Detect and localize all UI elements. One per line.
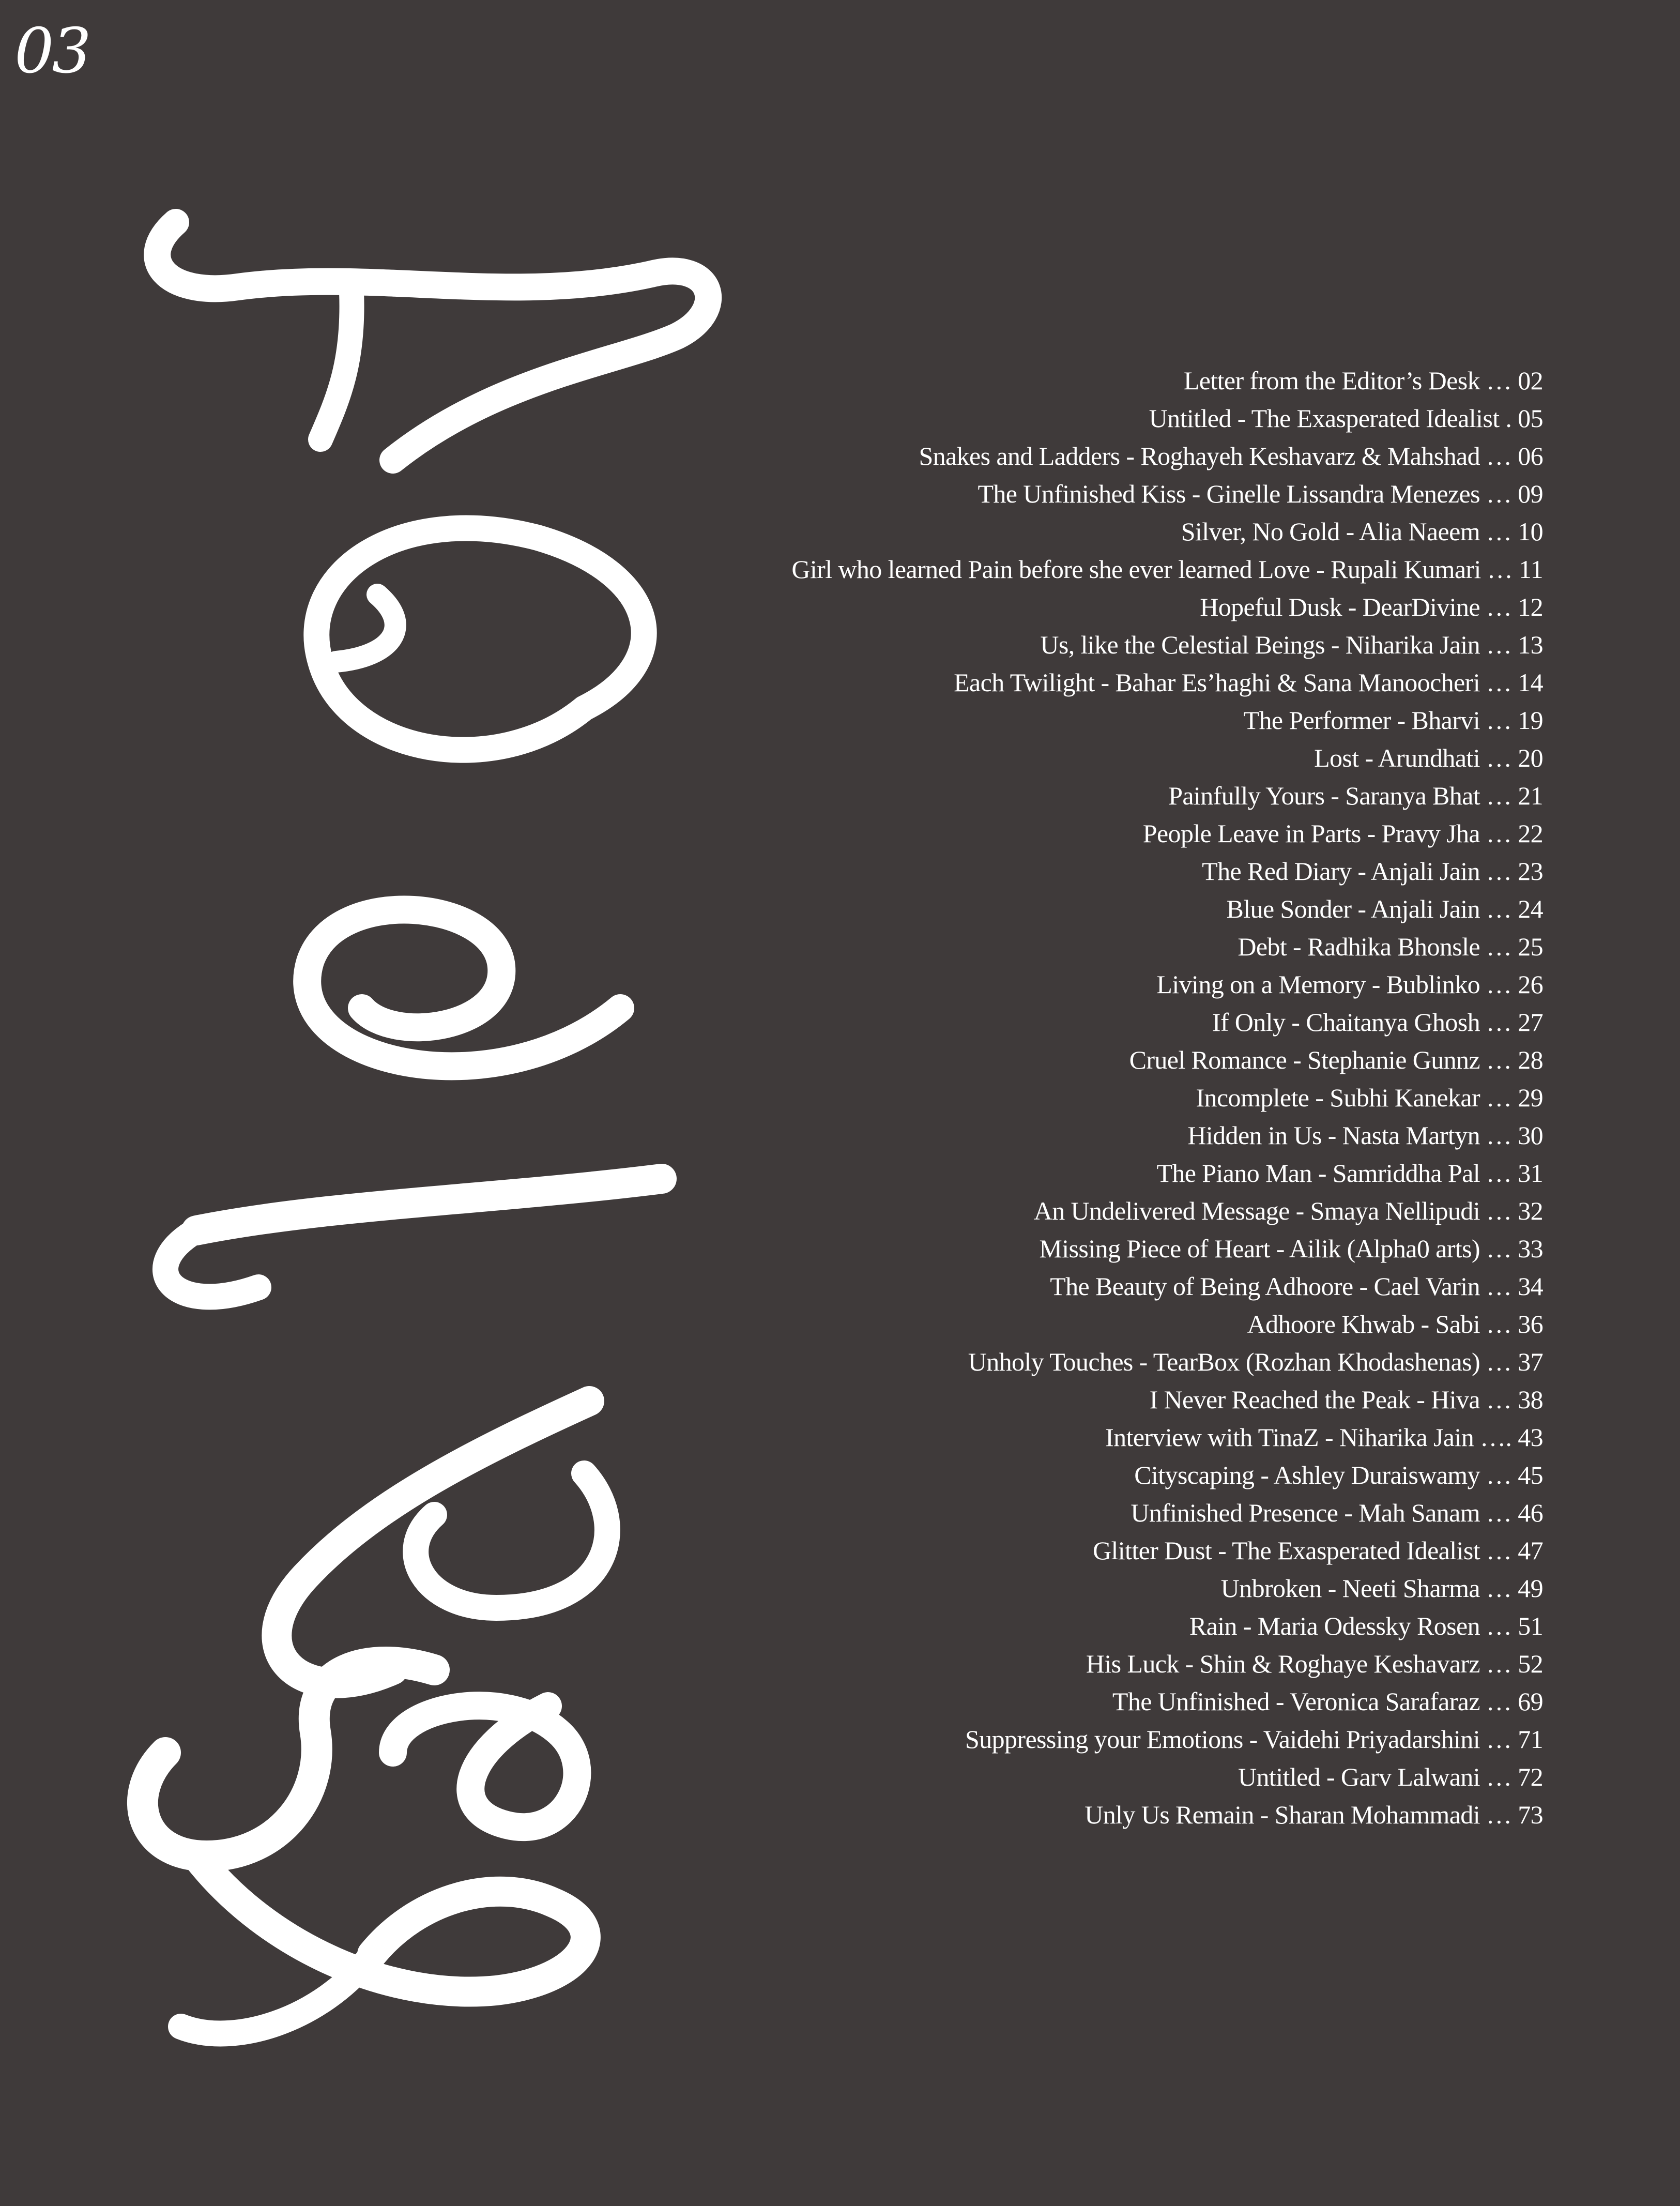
title-stroke-e — [307, 909, 620, 1066]
title-stroke-o-inner — [336, 595, 395, 662]
toc-entry: Interview with TinaZ - Niharika Jain …. 43 — [1105, 1423, 1543, 1452]
table-of-contents-list — [587, 362, 1543, 1834]
title-stroke-f-cross — [320, 292, 352, 439]
toc-entry: The Piano Man - Samriddha Pal … 31 — [1156, 1159, 1543, 1188]
toc-entry: People Leave in Parts - Pravy Jha … 22 — [1142, 819, 1543, 848]
toc-entry: Lost - Arundhati … 20 — [1314, 743, 1543, 772]
toc-entry: Hidden in Us - Nasta Martyn … 30 — [1187, 1121, 1543, 1150]
toc-entry: An Undelivered Message - Smaya Nellipudi … 32 — [1033, 1196, 1543, 1225]
toc-entry: The Beauty of Being Adhoore - Cael Varin … 34 — [1050, 1272, 1543, 1301]
toc-entry: Letter from the Editor’s Desk … 02 — [1183, 366, 1543, 395]
toc-entry: Painfully Yours - Saranya Bhat … 21 — [1168, 781, 1543, 810]
toc-entry: Hopeful Dusk - DearDivine … 12 — [1200, 592, 1543, 621]
toc-entry: Unholy Touches - TearBox (Rozhan Khodashenas) … 37 — [968, 1347, 1543, 1376]
toc-entry: Missing Piece of Heart - Ailik (Alpha0 arts) … 33 — [1039, 1234, 1543, 1263]
title-stroke-b-stem — [277, 1401, 589, 1683]
toc-entry: Adhoore Khwab - Sabi … 36 — [1247, 1310, 1543, 1338]
toc-entry: Snakes and Ladders - Roghayeh Keshavarz & Mahshad … 06 — [919, 442, 1543, 470]
toc-entry: The Unfinished Kiss - Ginelle Lissandra Menezes … 09 — [978, 479, 1543, 508]
page-number: 03 — [14, 16, 89, 87]
toc-entry: Girl who learned Pain before she ever learned Love - Rupali Kumari … 11 — [791, 555, 1543, 584]
toc-entry: Untitled - Garv Lalwani … 72 — [1238, 1762, 1543, 1791]
toc-entry: Unfinished Presence - Mah Sanam … 46 — [1131, 1498, 1543, 1527]
toc-entry: Suppressing your Emotions - Vaidehi Priyadarshini … 71 — [965, 1725, 1543, 1754]
toc-entry: Blue Sonder - Anjali Jain … 24 — [1226, 894, 1543, 923]
toc-entry: Unbroken - Neeti Sharma … 49 — [1220, 1574, 1543, 1603]
toc-entry: Each Twilight - Bahar Es’haghi & Sana Manoocheri … 14 — [954, 668, 1543, 697]
toc-entry: The Red Diary - Anjali Jain … 23 — [1202, 857, 1543, 886]
toc-entry: Debt - Radhika Bhonsle … 25 — [1238, 932, 1543, 961]
toc-entry: Unly Us Remain - Sharan Mohammadi … 73 — [1085, 1800, 1543, 1829]
toc-entry: Cityscaping - Ashley Duraiswamy … 45 — [1134, 1460, 1543, 1489]
toc-entry: Us, like the Celestial Beings - Niharika Jain … 13 — [1040, 630, 1543, 659]
toc-entry: Incomplete - Subhi Kanekar … 29 — [1196, 1083, 1543, 1112]
toc-entry: The Performer - Bharvi … 19 — [1243, 706, 1543, 735]
title-stroke-t-sweep — [196, 1856, 586, 1992]
toc-entry: Rain - Maria Odessky Rosen … 51 — [1189, 1611, 1543, 1640]
toc-entry: If Only - Chaitanya Ghosh … 27 — [1212, 1008, 1543, 1037]
toc-entry: Glitter Dust - The Exasperated Idealist … 47 — [1092, 1536, 1543, 1565]
title-stroke-a — [393, 1706, 577, 1827]
toc-entry: His Luck - Shin & Roghaye Keshavarz … 52 — [1086, 1649, 1543, 1678]
toc-entry: Untitled - The Exasperated Idealist . 05 — [1149, 404, 1543, 433]
toc-entry: Living on a Memory - Bublinko … 26 — [1156, 970, 1543, 999]
toc-entry: Cruel Romance - Stephanie Gunnz … 28 — [1129, 1045, 1543, 1074]
toc-entry: I Never Reached the Peak - Hiva … 38 — [1149, 1385, 1543, 1414]
toc-entry: Silver, No Gold - Alia Naeem … 10 — [1181, 517, 1543, 546]
title-stroke-b-bowl — [416, 1473, 607, 1608]
toc-entry: The Unfinished - Veronica Sarafaraz … 69 — [1112, 1687, 1543, 1716]
